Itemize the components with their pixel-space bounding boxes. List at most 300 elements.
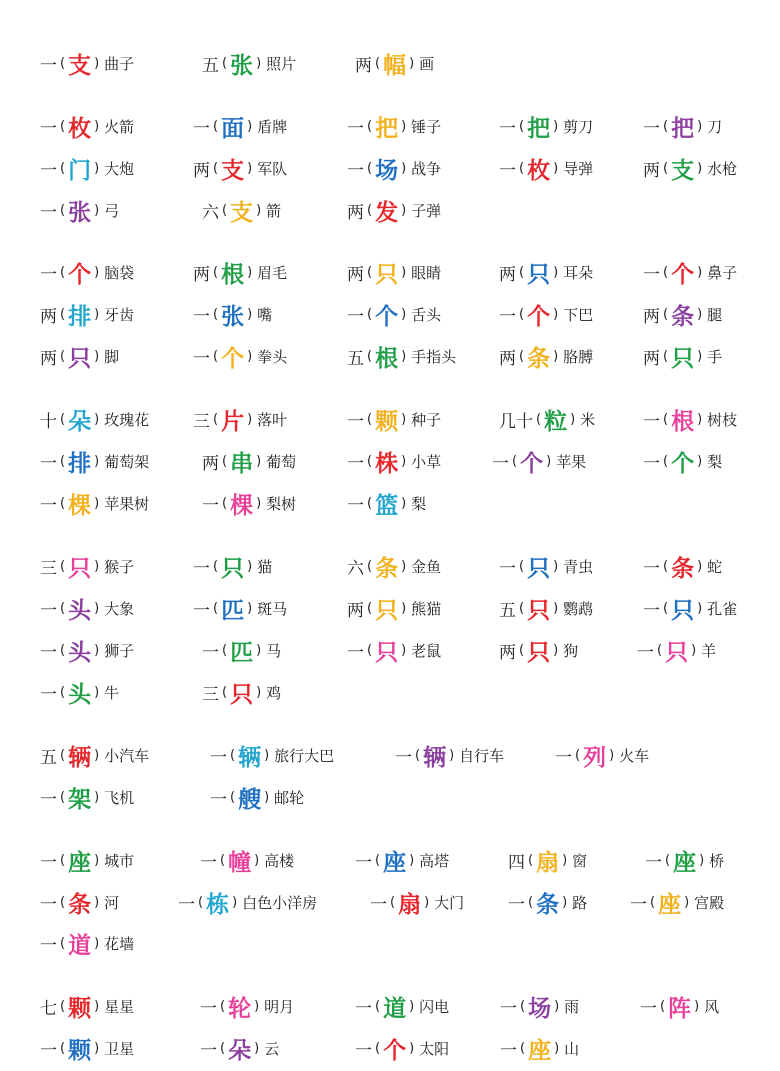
measure-word: 只 xyxy=(68,555,92,582)
close-paren: ) xyxy=(553,264,559,280)
measure-word: 扇 xyxy=(398,891,422,918)
open-paren: ( xyxy=(60,1040,66,1056)
close-paren: ) xyxy=(401,118,407,134)
close-paren: ) xyxy=(697,558,703,574)
close-paren: ) xyxy=(94,411,100,427)
open-paren: ( xyxy=(222,453,228,469)
close-paren: ) xyxy=(94,118,100,134)
close-paren: ) xyxy=(401,600,407,616)
measure-word-entry xyxy=(202,672,281,712)
measure-word-entry xyxy=(193,106,287,146)
measure-word-entry xyxy=(202,441,296,481)
open-paren: ( xyxy=(520,1040,526,1056)
quantity-number: 一 xyxy=(630,894,647,915)
measure-word-row xyxy=(0,986,780,1026)
close-paren: ) xyxy=(94,453,100,469)
open-paren: ( xyxy=(367,453,373,469)
measure-word: 座 xyxy=(383,849,407,876)
noun-label: 舌头 xyxy=(411,305,442,324)
measure-word-entry xyxy=(193,588,287,628)
noun-label: 画 xyxy=(419,54,435,73)
open-paren: ( xyxy=(519,306,525,322)
quantity-number: 两 xyxy=(499,348,516,369)
noun-label: 牛 xyxy=(104,683,120,702)
open-paren: ( xyxy=(60,495,66,511)
noun-label: 脚 xyxy=(104,347,120,366)
noun-label: 脑袋 xyxy=(104,263,135,282)
measure-word-entry xyxy=(210,735,334,775)
measure-word-entry xyxy=(178,882,317,922)
quantity-number: 一 xyxy=(643,453,660,474)
noun-label: 剪刀 xyxy=(563,117,594,136)
open-paren: ( xyxy=(222,495,228,511)
noun-label: 花墙 xyxy=(104,934,135,953)
measure-word: 只 xyxy=(527,597,551,624)
noun-label: 小汽车 xyxy=(104,746,150,765)
measure-word-entry xyxy=(202,630,281,670)
measure-word: 道 xyxy=(68,932,92,959)
quantity-number: 一 xyxy=(210,789,227,810)
close-paren: ) xyxy=(247,411,253,427)
measure-word-entry xyxy=(355,986,449,1026)
measure-word: 辆 xyxy=(238,744,262,771)
open-paren: ( xyxy=(367,306,373,322)
noun-label: 鸡 xyxy=(266,683,282,702)
measure-word: 枚 xyxy=(68,115,92,142)
quantity-number: 一 xyxy=(40,789,57,810)
measure-word-entry xyxy=(347,441,441,481)
measure-word-entry xyxy=(202,43,296,83)
close-paren: ) xyxy=(254,852,260,868)
measure-word: 只 xyxy=(527,261,551,288)
quantity-number: 一 xyxy=(355,852,372,873)
open-paren: ( xyxy=(375,852,381,868)
noun-label: 斑马 xyxy=(257,599,288,618)
close-paren: ) xyxy=(609,747,615,763)
open-paren: ( xyxy=(213,558,219,574)
close-paren: ) xyxy=(697,118,703,134)
measure-word-entry xyxy=(555,735,649,775)
quantity-number: 五 xyxy=(40,747,57,768)
noun-label: 苹果树 xyxy=(104,494,150,513)
quantity-number: 一 xyxy=(643,264,660,285)
open-paren: ( xyxy=(367,642,373,658)
open-paren: ( xyxy=(60,600,66,616)
open-paren: ( xyxy=(660,998,666,1014)
noun-label: 耳朵 xyxy=(563,263,594,282)
quantity-number: 一 xyxy=(347,160,364,181)
measure-word-entry xyxy=(640,986,719,1026)
measure-word: 门 xyxy=(68,157,92,184)
open-paren: ( xyxy=(213,306,219,322)
measure-word-entry xyxy=(202,483,296,523)
close-paren: ) xyxy=(409,55,415,71)
close-paren: ) xyxy=(94,1040,100,1056)
quantity-number: 一 xyxy=(40,453,57,474)
noun-label: 明月 xyxy=(264,997,295,1016)
noun-label: 自行车 xyxy=(459,746,505,765)
measure-word-entry xyxy=(347,190,441,230)
close-paren: ) xyxy=(546,453,552,469)
close-paren: ) xyxy=(401,306,407,322)
noun-label: 照片 xyxy=(266,54,297,73)
quantity-number: 一 xyxy=(178,894,195,915)
open-paren: ( xyxy=(213,348,219,364)
quantity-number: 一 xyxy=(40,55,57,76)
quantity-number: 一 xyxy=(202,642,219,663)
noun-label: 苹果 xyxy=(556,452,587,471)
open-paren: ( xyxy=(367,118,373,134)
measure-word: 个 xyxy=(383,1037,407,1064)
measure-word-row xyxy=(0,483,780,523)
open-paren: ( xyxy=(663,118,669,134)
quantity-number: 一 xyxy=(370,894,387,915)
close-paren: ) xyxy=(694,998,700,1014)
quantity-number: 一 xyxy=(500,998,517,1019)
open-paren: ( xyxy=(663,411,669,427)
noun-label: 米 xyxy=(580,410,596,429)
measure-word-entry xyxy=(40,1028,134,1068)
noun-label: 大象 xyxy=(104,599,135,618)
close-paren: ) xyxy=(256,55,262,71)
quantity-number: 五 xyxy=(499,600,516,621)
noun-label: 种子 xyxy=(411,410,442,429)
open-paren: ( xyxy=(519,642,525,658)
close-paren: ) xyxy=(553,558,559,574)
quantity-number: 一 xyxy=(40,642,57,663)
close-paren: ) xyxy=(553,306,559,322)
close-paren: ) xyxy=(94,55,100,71)
open-paren: ( xyxy=(519,600,525,616)
quantity-number: 两 xyxy=(193,264,210,285)
noun-label: 猫 xyxy=(257,557,273,576)
noun-label: 山 xyxy=(564,1039,580,1058)
open-paren: ( xyxy=(367,264,373,280)
measure-word-entry xyxy=(347,588,441,628)
noun-label: 下巴 xyxy=(563,305,594,324)
noun-label: 狮子 xyxy=(104,641,135,660)
quantity-number: 两 xyxy=(643,348,660,369)
measure-word-row xyxy=(0,43,780,83)
measure-word-entry xyxy=(508,840,587,880)
measure-word: 把 xyxy=(375,115,399,142)
measure-word: 颗 xyxy=(68,1037,92,1064)
noun-label: 鼻子 xyxy=(707,263,738,282)
open-paren: ( xyxy=(220,852,226,868)
close-paren: ) xyxy=(401,411,407,427)
noun-label: 锤子 xyxy=(411,117,442,136)
close-paren: ) xyxy=(94,558,100,574)
close-paren: ) xyxy=(553,118,559,134)
measure-word: 面 xyxy=(221,115,245,142)
close-paren: ) xyxy=(401,348,407,364)
measure-word: 株 xyxy=(375,450,399,477)
quantity-number: 两 xyxy=(202,453,219,474)
measure-word: 支 xyxy=(68,52,92,79)
noun-label: 梨 xyxy=(707,452,723,471)
open-paren: ( xyxy=(519,558,525,574)
measure-word: 支 xyxy=(221,157,245,184)
quantity-number: 一 xyxy=(643,600,660,621)
close-paren: ) xyxy=(562,894,568,910)
measure-word-entry xyxy=(643,399,737,439)
measure-word-entry xyxy=(40,588,134,628)
open-paren: ( xyxy=(650,894,656,910)
measure-word-entry xyxy=(193,294,272,334)
measure-word-entry xyxy=(193,336,287,376)
close-paren: ) xyxy=(264,789,270,805)
close-paren: ) xyxy=(409,1040,415,1056)
measure-word: 架 xyxy=(68,786,92,813)
noun-label: 星星 xyxy=(104,997,135,1016)
quantity-number: 一 xyxy=(200,998,217,1019)
quantity-number: 三 xyxy=(202,684,219,705)
noun-label: 鹦鹉 xyxy=(563,599,594,618)
measure-word-row xyxy=(0,588,780,628)
measure-word: 朵 xyxy=(68,408,92,435)
quantity-number: 一 xyxy=(210,747,227,768)
measure-word-entry xyxy=(347,630,441,670)
noun-label: 子弹 xyxy=(411,201,442,220)
open-paren: ( xyxy=(60,348,66,364)
measure-word: 只 xyxy=(375,639,399,666)
measure-word-row xyxy=(0,735,780,775)
quantity-number: 一 xyxy=(40,1040,57,1061)
open-paren: ( xyxy=(367,600,373,616)
close-paren: ) xyxy=(256,642,262,658)
open-paren: ( xyxy=(60,747,66,763)
measure-word-entry xyxy=(347,483,426,523)
measure-word-entry xyxy=(499,106,593,146)
quantity-number: 一 xyxy=(193,600,210,621)
close-paren: ) xyxy=(697,411,703,427)
measure-word-entry xyxy=(499,252,593,292)
open-paren: ( xyxy=(222,55,228,71)
quantity-number: 一 xyxy=(499,558,516,579)
quantity-number: 一 xyxy=(200,852,217,873)
open-paren: ( xyxy=(367,160,373,176)
measure-word: 只 xyxy=(527,639,551,666)
open-paren: ( xyxy=(60,684,66,700)
measure-word: 条 xyxy=(671,303,695,330)
close-paren: ) xyxy=(401,495,407,511)
quantity-number: 两 xyxy=(499,642,516,663)
measure-word: 支 xyxy=(230,199,254,226)
quantity-number: 一 xyxy=(193,118,210,139)
close-paren: ) xyxy=(401,202,407,218)
open-paren: ( xyxy=(60,264,66,280)
measure-word-entry xyxy=(347,336,456,376)
measure-word-entry xyxy=(643,336,722,376)
measure-word: 个 xyxy=(68,261,92,288)
measure-word-entry xyxy=(40,148,134,188)
quantity-number: 一 xyxy=(40,160,57,181)
quantity-number: 一 xyxy=(355,1040,372,1061)
measure-word-entry xyxy=(40,483,149,523)
measure-word-entry xyxy=(500,986,579,1026)
measure-word: 个 xyxy=(520,450,544,477)
close-paren: ) xyxy=(256,684,262,700)
close-paren: ) xyxy=(94,264,100,280)
close-paren: ) xyxy=(554,998,560,1014)
quantity-number: 六 xyxy=(202,202,219,223)
quantity-number: 两 xyxy=(347,202,364,223)
open-paren: ( xyxy=(222,684,228,700)
close-paren: ) xyxy=(697,264,703,280)
noun-label: 老鼠 xyxy=(411,641,442,660)
open-paren: ( xyxy=(60,453,66,469)
measure-word-entry xyxy=(499,294,593,334)
measure-word: 道 xyxy=(383,995,407,1022)
open-paren: ( xyxy=(519,118,525,134)
quantity-number: 一 xyxy=(500,1040,517,1061)
close-paren: ) xyxy=(697,453,703,469)
close-paren: ) xyxy=(94,306,100,322)
measure-word-entry xyxy=(193,546,272,586)
quantity-number: 两 xyxy=(347,600,364,621)
noun-label: 箭 xyxy=(266,201,282,220)
close-paren: ) xyxy=(553,348,559,364)
noun-label: 蛇 xyxy=(707,557,723,576)
close-paren: ) xyxy=(256,202,262,218)
quantity-number: 一 xyxy=(347,642,364,663)
measure-word-entry xyxy=(347,399,441,439)
close-paren: ) xyxy=(553,642,559,658)
measure-word: 个 xyxy=(527,303,551,330)
noun-label: 狗 xyxy=(563,641,579,660)
measure-word: 根 xyxy=(221,261,245,288)
close-paren: ) xyxy=(94,852,100,868)
measure-word-entry xyxy=(347,546,441,586)
measure-word-entry xyxy=(370,882,464,922)
noun-label: 牙齿 xyxy=(104,305,135,324)
noun-label: 飞机 xyxy=(104,788,135,807)
measure-word-row xyxy=(0,336,780,376)
quantity-number: 一 xyxy=(643,558,660,579)
open-paren: ( xyxy=(60,894,66,910)
quantity-number: 七 xyxy=(40,998,57,1019)
close-paren: ) xyxy=(554,1040,560,1056)
quantity-number: 三 xyxy=(193,411,210,432)
noun-label: 手 xyxy=(707,347,723,366)
noun-label: 金鱼 xyxy=(411,557,442,576)
measure-word-entry xyxy=(40,986,134,1026)
close-paren: ) xyxy=(256,453,262,469)
measure-word: 篮 xyxy=(375,492,399,519)
noun-label: 军队 xyxy=(257,159,288,178)
noun-label: 羊 xyxy=(701,641,717,660)
measure-word-row xyxy=(0,399,780,439)
measure-word-entry xyxy=(643,588,737,628)
noun-label: 树枝 xyxy=(707,410,738,429)
quantity-number: 一 xyxy=(640,998,657,1019)
measure-word: 座 xyxy=(673,849,697,876)
close-paren: ) xyxy=(94,495,100,511)
open-paren: ( xyxy=(663,306,669,322)
measure-word: 条 xyxy=(671,555,695,582)
noun-label: 马 xyxy=(266,641,282,660)
measure-word: 轮 xyxy=(228,995,252,1022)
close-paren: ) xyxy=(94,348,100,364)
quantity-number: 两 xyxy=(643,306,660,327)
open-paren: ( xyxy=(519,348,525,364)
quantity-number: 一 xyxy=(40,684,57,705)
quantity-number: 一 xyxy=(40,600,57,621)
close-paren: ) xyxy=(94,789,100,805)
noun-label: 大炮 xyxy=(104,159,135,178)
open-paren: ( xyxy=(60,852,66,868)
open-paren: ( xyxy=(213,411,219,427)
noun-label: 水枪 xyxy=(707,159,738,178)
quantity-number: 一 xyxy=(395,747,412,768)
measure-word: 串 xyxy=(230,450,254,477)
noun-label: 导弹 xyxy=(563,159,594,178)
close-paren: ) xyxy=(256,495,262,511)
measure-word-entry xyxy=(40,399,149,439)
noun-label: 刀 xyxy=(707,117,723,136)
quantity-number: 一 xyxy=(499,118,516,139)
close-paren: ) xyxy=(254,998,260,1014)
open-paren: ( xyxy=(657,642,663,658)
measure-word-entry xyxy=(200,840,294,880)
quantity-number: 一 xyxy=(40,202,57,223)
open-paren: ( xyxy=(528,852,534,868)
measure-word: 座 xyxy=(528,1037,552,1064)
quantity-number: 一 xyxy=(40,894,57,915)
measure-word: 条 xyxy=(536,891,560,918)
open-paren: ( xyxy=(60,118,66,134)
measure-word-entry xyxy=(40,336,119,376)
measure-word: 辆 xyxy=(423,744,447,771)
quantity-number: 五 xyxy=(202,55,219,76)
measure-word-entry xyxy=(40,43,134,83)
measure-word: 头 xyxy=(68,597,92,624)
measure-word: 只 xyxy=(375,261,399,288)
open-paren: ( xyxy=(222,642,228,658)
close-paren: ) xyxy=(247,118,253,134)
quantity-number: 几十 xyxy=(499,411,533,432)
open-paren: ( xyxy=(390,894,396,910)
measure-word-entry xyxy=(499,148,593,188)
open-paren: ( xyxy=(220,998,226,1014)
noun-label: 眉毛 xyxy=(257,263,288,282)
noun-label: 曲子 xyxy=(104,54,135,73)
open-paren: ( xyxy=(60,411,66,427)
close-paren: ) xyxy=(247,306,253,322)
noun-label: 猴子 xyxy=(104,557,135,576)
quantity-number: 一 xyxy=(347,495,364,516)
close-paren: ) xyxy=(684,894,690,910)
open-paren: ( xyxy=(575,747,581,763)
measure-word-entry xyxy=(193,252,287,292)
measure-word: 条 xyxy=(527,345,551,372)
measure-word: 枚 xyxy=(527,157,551,184)
open-paren: ( xyxy=(60,160,66,176)
open-paren: ( xyxy=(220,1040,226,1056)
noun-label: 窗 xyxy=(572,851,588,870)
measure-word: 扇 xyxy=(536,849,560,876)
open-paren: ( xyxy=(375,55,381,71)
measure-word: 只 xyxy=(527,555,551,582)
measure-word-row xyxy=(0,190,780,230)
close-paren: ) xyxy=(247,160,253,176)
quantity-number: 两 xyxy=(347,264,364,285)
measure-word: 只 xyxy=(68,345,92,372)
measure-word-entry xyxy=(347,294,441,334)
measure-word: 只 xyxy=(221,555,245,582)
noun-label: 弓 xyxy=(104,201,120,220)
quantity-number: 一 xyxy=(347,453,364,474)
